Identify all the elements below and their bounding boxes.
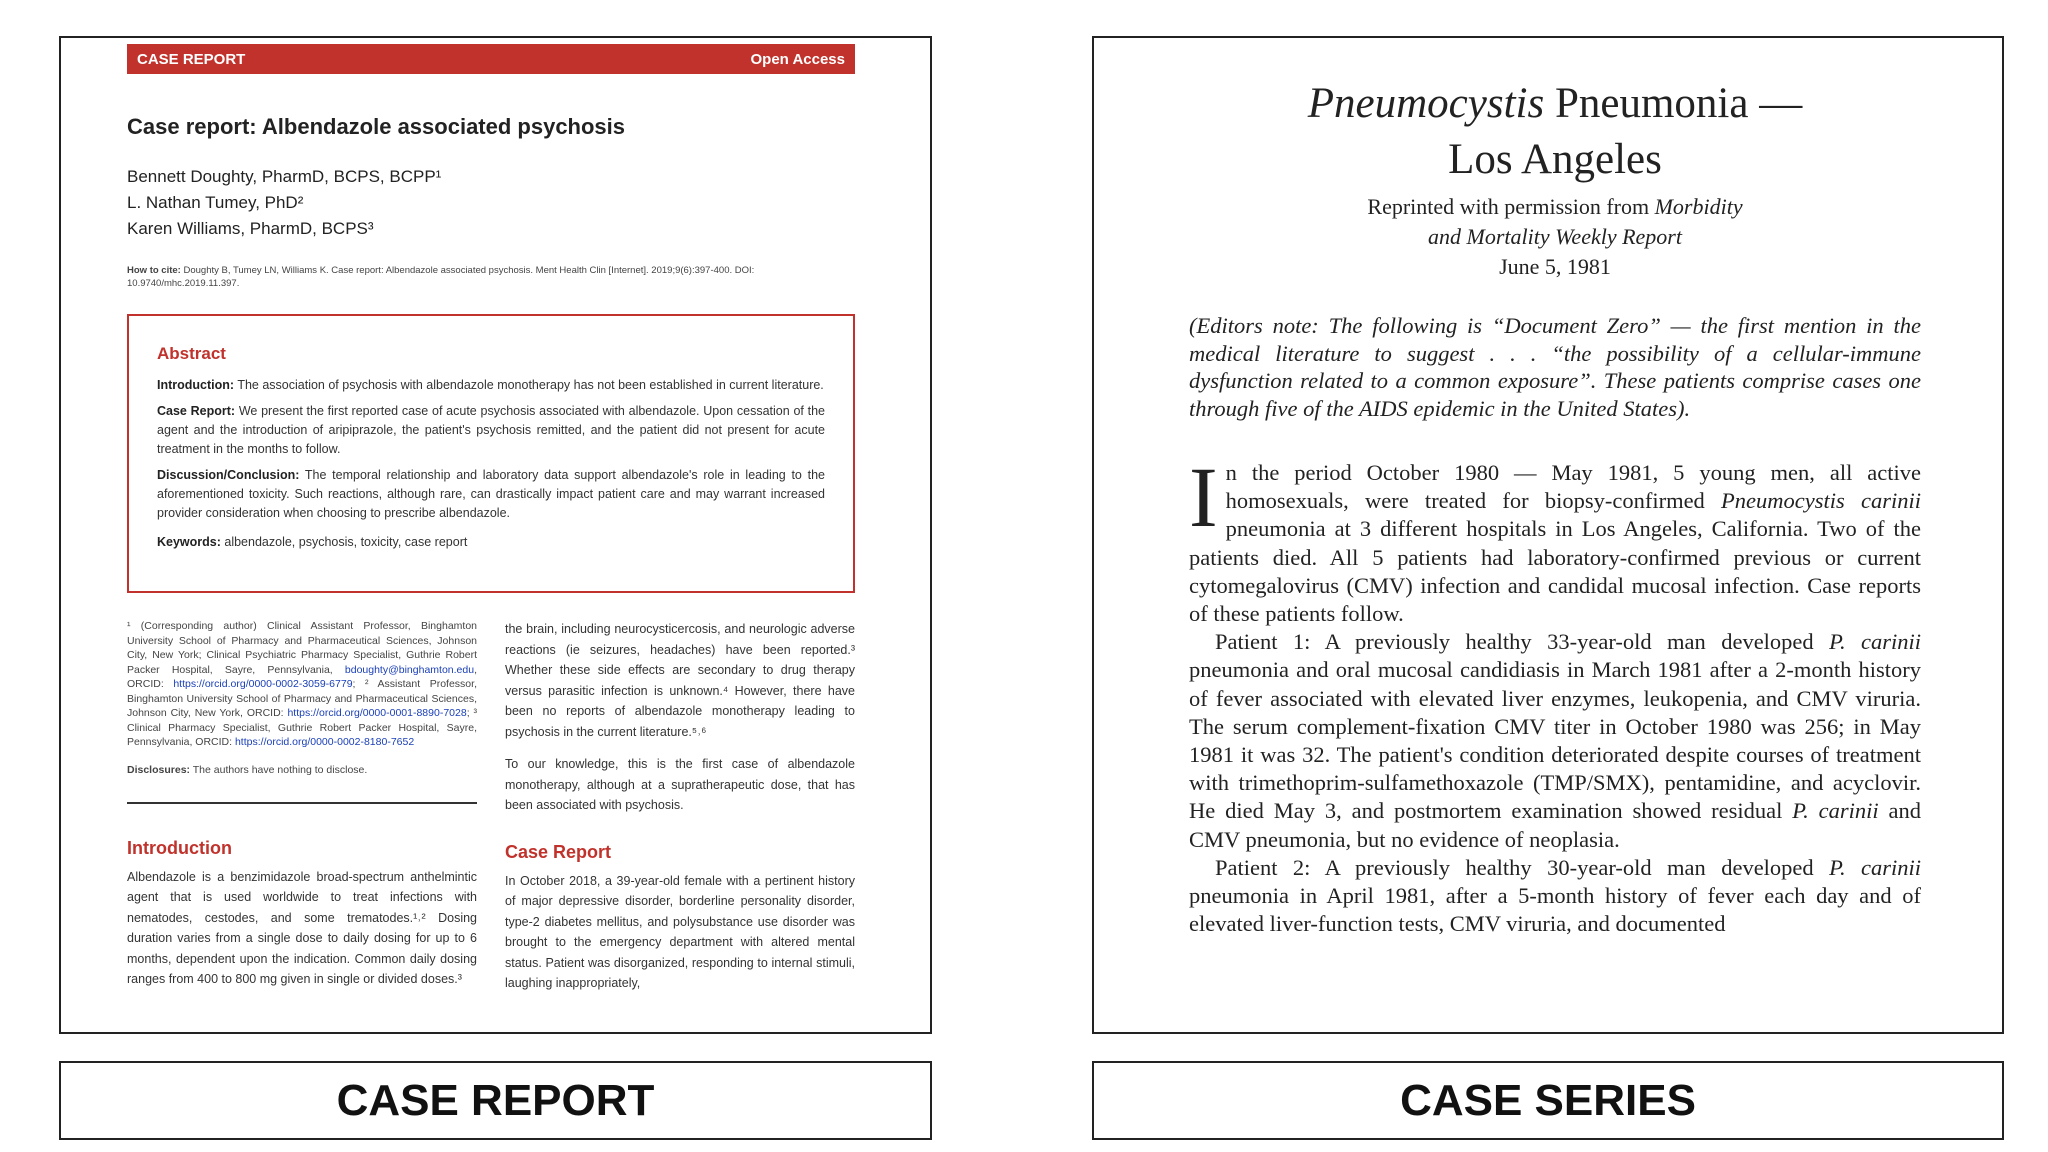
citation-text: Doughty B, Tumey LN, Williams K. Case report: Albendazole associated psychosis. Ment Health Clin [Internet]. 2019;9(6):397-400. DOI: 10.9740/mhc.2019.11.397. [127, 265, 755, 289]
para1-text-a: n the period October 1980 — May 1981, 5 young men, all active homosexuals, were treated for biopsy-confirmed [1225, 460, 1921, 514]
reprint-text: Reprinted with permission from [1367, 194, 1655, 219]
author-list [127, 164, 855, 242]
introduction-text: Albendazole is a benzimidazole broad-spectrum anthelmintic agent that is used worldwide to treat infections with nematodes, cestodes, and some trematodes.¹˒² Dosing duration varies from a single dose to daily dosing for up to 6 months, dependent upon the indication. Common daily dosing ranges from 400 to 800 mg given in single or divided doses.³ [127, 869, 477, 986]
abstract-intro-label: Introduction: [157, 378, 235, 392]
reprint-date: June 5, 1981 [1499, 254, 1611, 279]
abstract-intro-text: The association of psychosis with albendazole monotherapy has not been established in current literature. [234, 378, 824, 392]
para3-italic: P. carinii [1829, 854, 1922, 880]
case-report-heading: Case Report [505, 841, 612, 862]
case-report-text: In October 2018, a 39-year-old female with a pertinent history of major depressive disorder, borderline personality disorder, type-2 diabetes mellitus, and polysubstance use disorder was brought to the emergency department with altered mental status. Patient was disorganized, responding to internal stimuli, laughing inappropriately, [505, 873, 855, 990]
keywords-text: albendazole, psychosis, toxicity, case report [220, 535, 468, 549]
reprint-journal: and Mortality Weekly Report [1428, 224, 1682, 249]
citation-label: How to cite: [127, 265, 181, 276]
right-column [505, 619, 855, 994]
reprint-line-2 [1189, 222, 1921, 252]
citation [127, 264, 855, 290]
patient-2-paragraph [1189, 854, 1921, 939]
article-title: Case report: Albendazole associated psychosis [127, 114, 626, 139]
case-series-document [1189, 76, 1921, 938]
intro-paragraph [1189, 449, 1921, 628]
affiliations [127, 619, 477, 750]
affiliations-part-1: ¹ (Corresponding author) Clinical Assistant Professor, Binghamton University School of Pharmacy and Pharmaceutical Sciences, Johnson City, New York; Clinical Psychiatric Pharmacy Specialist, Guthrie Robert Packer Hospital, Sayre, Pennsylvania, [127, 620, 477, 676]
continued-text: the brain, including neurocysticercosis, and neurologic adverse reactions (ie seizures, headaches) have been reported.³ Whether these side effects are secondary to drug therapy versus parasitic infection is unknown.⁴ However, there have been no reports of albendazole monotherapy leading to psychosis in the current literature.⁵˒⁶ [505, 622, 855, 739]
author-1: Bennett Doughty, PharmD, BCPS, BCPP¹ [127, 167, 442, 186]
introduction-heading: Introduction [127, 837, 232, 858]
article-columns [127, 619, 855, 994]
keywords-label: Keywords: [157, 535, 221, 549]
disclosures [127, 764, 477, 776]
affiliations-part-4: ; ³ Clinical Pharmacy Specialist, Guthrie Robert Packer Hospital, Sayre, Pennsylvania, ORCID: [127, 707, 477, 748]
case-report-document [127, 44, 855, 994]
open-access-label: Open Access [750, 50, 845, 68]
para2-text-c: and CMV pneumonia, but no evidence of neoplasia. [1189, 798, 1922, 852]
disclosures-text: The authors have nothing to disclose. [190, 763, 368, 776]
author-2: L. Nathan Tumey, PhD² [127, 193, 304, 212]
reprint-line-1 [1189, 192, 1921, 222]
patient-1-paragraph [1189, 628, 1921, 854]
author-3: Karen Williams, PharmD, BCPS³ [127, 219, 374, 238]
case-series-caption: CASE SERIES [1092, 1061, 2004, 1140]
case-series-image [1092, 36, 2004, 1034]
abstract-heading: Abstract [157, 344, 226, 363]
drop-cap: I [1189, 449, 1218, 545]
para2-text-b: pneumonia and oral mucosal candidiasis in March 1981 after a 2-month history of fever associated with elevated liver enzymes, leukopenia, and CMV viruria. The serum complement-fixation CMV titer in October 1980 was 256; in May 1981 it was 32. The patient's condition deteriorated despite courses of treatment with trimethoprim-sulfamethoxazole (TMP/SMX), pentamidine, and acyclovir. He died May 3, and postmortem examination showed residual [1189, 657, 1921, 824]
article-banner [127, 44, 855, 74]
case-report-caption: CASE REPORT [59, 1061, 932, 1140]
affiliations-part-2: , ORCID: [127, 663, 477, 690]
para2-italic: P. carinii [1829, 629, 1922, 655]
abstract-discussion [157, 466, 825, 523]
abstract-case-report [157, 402, 825, 459]
orcid-link-2[interactable]: https://orcid.org/0000-0001-8890-7028 [287, 707, 467, 719]
abstract-case-text: We present the first reported case of acute psychosis associated with albendazole. Upon cessation of the agent and the introduction of aripiprazole, the patient's psychosis remitted, and the patient did not present for acute treatment in the months to follow. [157, 404, 825, 456]
footnote-divider [127, 802, 477, 804]
scan-title-line-1 [1189, 76, 1921, 132]
title-italic: Pneumocystis [1307, 80, 1545, 127]
case-report-image [59, 36, 932, 1034]
reprint-notice [1189, 192, 1921, 282]
editor-note: (Editors note: The following is “Document Zero” — the first mention in the medical literature to suggest . . . “the possibility of a cellular-immune dysfunction related to a common exposure”. These patients comprise cases one through five of the AIDS epidemic in the United States). [1189, 313, 1921, 421]
scan-title-line-2: Los Angeles [1448, 136, 1662, 183]
para1-text-b: pneumonia at 3 different hospitals in Los Angeles, California. Two of the patients died. All 5 patients had laboratory-confirmed previous or current cytomegalovirus (CMV) infection and candidal mucosal infection. Case reports of these patients follow. [1189, 516, 1921, 627]
knowledge-text: To our knowledge, this is the first case of albendazole monotherapy, although at a supratherapeutic dose, that has been associated with psychosis. [505, 757, 855, 812]
abstract-disc-label: Discussion/Conclusion: [157, 468, 300, 482]
banner-label: CASE REPORT [137, 50, 246, 68]
abstract-case-label: Case Report: [157, 404, 236, 418]
para3-text-b: pneumonia in April 1981, after a 5-month history of fever each day and of elevated liver-function tests, CMV viruria, and documented [1189, 883, 1921, 937]
orcid-link-3[interactable]: https://orcid.org/0000-0002-8180-7652 [234, 736, 415, 748]
orcid-link-1[interactable]: https://orcid.org/0000-0002-3059-6779 [173, 678, 353, 690]
para2-text-a: Patient 1: A previously healthy 33-year-old man developed [1215, 629, 1830, 655]
scan-title [1189, 76, 1921, 188]
abstract-keywords [157, 533, 825, 552]
email-link[interactable]: bdoughty@binghamton.edu [344, 663, 475, 676]
title-rest: Pneumonia — [1544, 80, 1803, 127]
disclosures-label: Disclosures: [127, 763, 191, 776]
abstract-disc-text: The temporal relationship and laboratory data support albendazole's role in leading to the aforementioned toxicity. Such reactions, although rare, can drastically impact patient care and may warrant increased provider consideration when choosing to prescribe albendazole. [157, 468, 825, 520]
para3-text-a: Patient 2: A previously healthy 30-year-old man developed [1215, 854, 1830, 880]
abstract-box [127, 314, 855, 593]
para1-italic: Pneumocystis carinii [1721, 488, 1921, 514]
reprint-italic: Morbidity [1654, 194, 1743, 219]
affiliations-part-3: ; ² Assistant Professor, Binghamton University School of Pharmacy and Pharmaceutical Sciences, Johnson City, New York, ORCID: [127, 678, 477, 719]
para2-italic-2: P. carinii [1792, 798, 1879, 824]
abstract-introduction [157, 376, 825, 395]
left-column [127, 619, 477, 994]
